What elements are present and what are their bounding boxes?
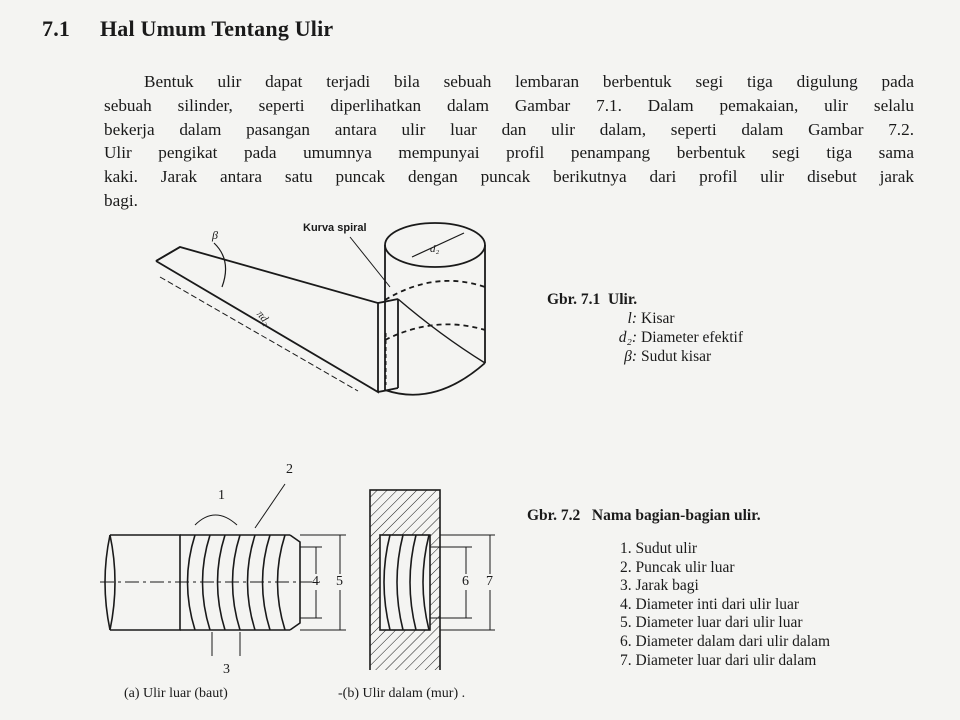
legend-symbol: β: [624, 348, 637, 365]
list-item: 1. Sudut ulir [620, 540, 698, 557]
marker-4: 4 [312, 574, 319, 589]
figure-7-2-caption [527, 506, 761, 525]
legend-text: Diameter efektif [641, 329, 743, 346]
legend-text: Kisar [641, 310, 675, 327]
caption-a: (a) Ulir luar (baut) [124, 686, 228, 701]
section-title: Hal Umum Tentang Ulir [100, 16, 334, 41]
figure-7-2-drawing [100, 480, 500, 670]
annotation-pi-d2: πd₂ [254, 308, 273, 328]
list-item: 6. Diameter dalam dari ulir dalam [620, 632, 831, 650]
caption-b: -(b) Ulir dalam (mur) . [338, 686, 466, 701]
body-paragraph [104, 70, 914, 213]
paragraph-line: bagi. [104, 190, 138, 210]
legend-row [591, 328, 743, 347]
paragraph-line: Bentuk ulir dapat terjadi bila sebuah lembaran berbentuk segi tiga digulung pada [144, 72, 914, 91]
list-item: 5. Diameter luar dari ulir luar [620, 614, 803, 632]
annotation-d2: d₂ [430, 243, 440, 255]
annotation-beta: β [212, 228, 218, 242]
paragraph-line: Ulir pengikat pada umumnya mempunyai profil penampang berbentuk segi tiga sama [104, 143, 914, 163]
figure-7-2-title: Nama bagian-bagian ulir. [591, 507, 761, 524]
list-item: 2. Puncak ulir luar [620, 558, 735, 576]
figure-7-1-label: Gbr. 7.1 [547, 291, 601, 308]
legend-text: Sudut kisar [641, 348, 712, 365]
section-heading [42, 16, 333, 42]
list-item: 4. Diameter inti dari ulir luar [620, 595, 800, 613]
legend-symbol: l: [627, 310, 637, 327]
figure-7-1-drawing [150, 215, 500, 400]
figure-7-2-list [620, 540, 830, 670]
marker-5: 5 [336, 574, 343, 589]
marker-3: 3 [223, 662, 230, 677]
paragraph-line: sebuah silinder, seperti diperlihatkan dalam Gambar 7.1. Dalam pemakaian, ulir selalu [104, 95, 914, 115]
list-item: 7. Diameter luar dari ulir dalam [620, 651, 817, 669]
figure-7-1-title-row [547, 290, 743, 309]
marker-7: 7 [486, 574, 493, 589]
marker-2: 2 [286, 462, 293, 477]
annotation-curve: Kurva spiral [303, 222, 367, 234]
marker-1: 1 [218, 488, 225, 503]
paragraph-line: kaki. Jarak antara satu puncak dengan puncak berikutnya dari profil ulir disebut jarak [104, 167, 914, 187]
figure-7-1-title: Ulir. [608, 291, 638, 308]
section-number: 7.1 [42, 16, 71, 41]
figure-7-2-label: Gbr. 7.2 [527, 507, 581, 524]
paragraph-line: bekerja dalam pasangan antara ulir luar dan ulir dalam, seperti dalam Gambar 7.2. [104, 119, 914, 139]
list-item: 3. Jarak bagi [620, 577, 699, 595]
legend-row [591, 309, 743, 328]
figure-7-1-caption [547, 290, 743, 366]
legend-row [591, 347, 743, 366]
legend-symbol: d₂: [618, 329, 637, 346]
marker-6: 6 [462, 574, 469, 589]
